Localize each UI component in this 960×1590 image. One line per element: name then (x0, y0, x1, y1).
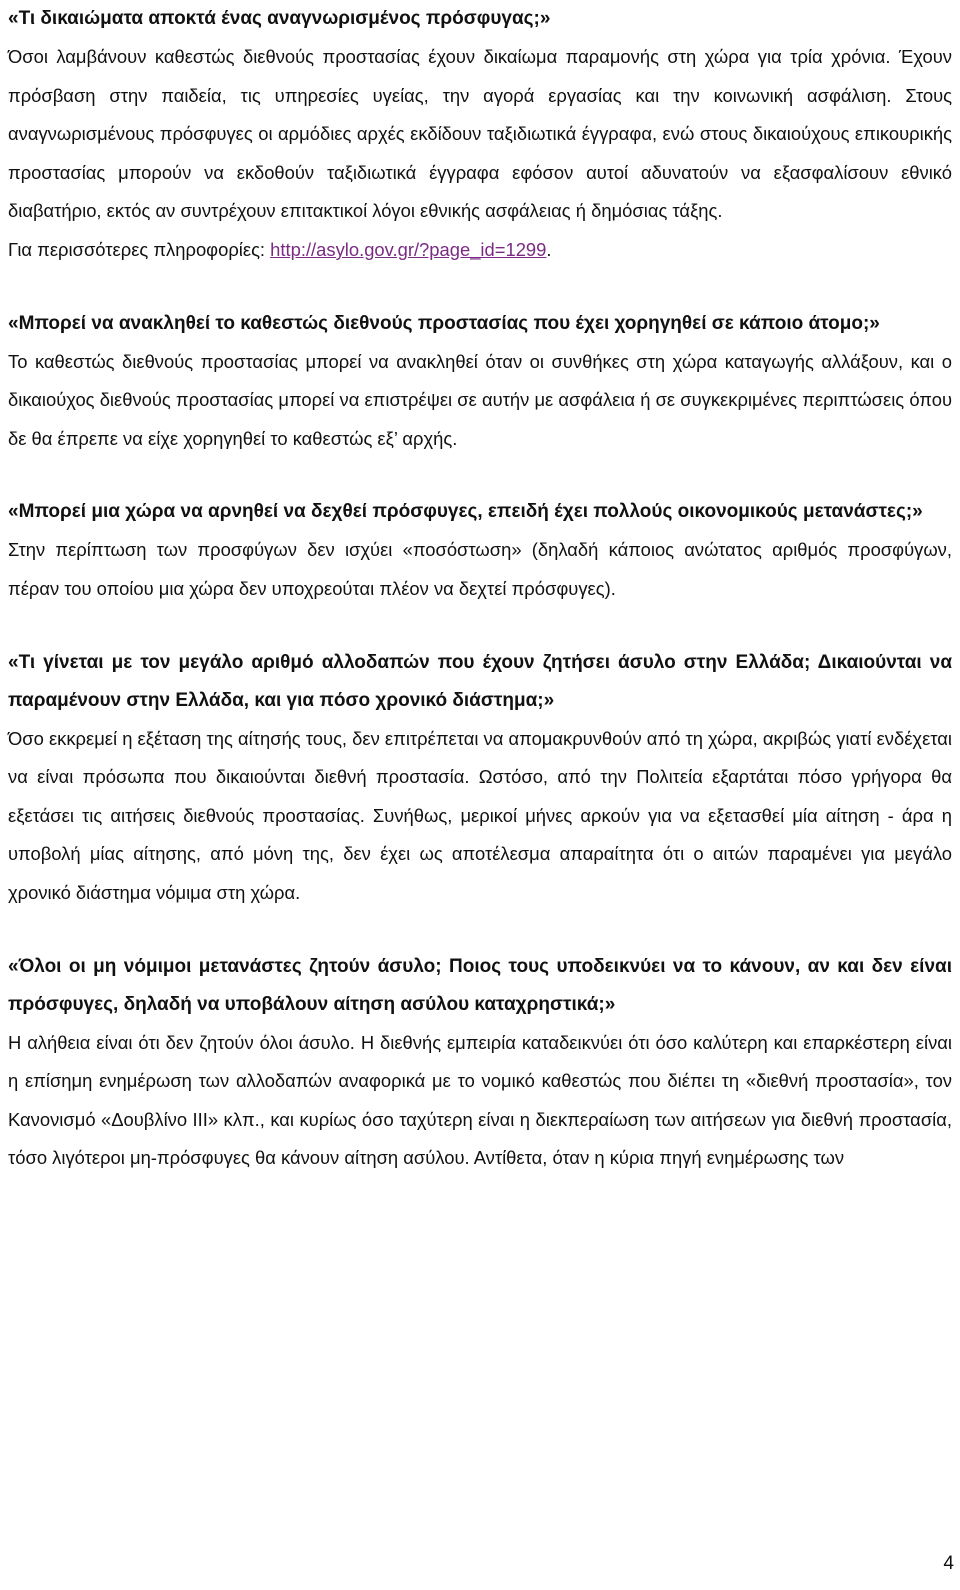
asylo-link[interactable]: http://asylo.gov.gr/?page_id=1299 (270, 238, 547, 260)
faq-section-revocation (8, 305, 952, 459)
more-info-end: . (546, 238, 552, 260)
faq-question: «Τι γίνεται με τον μεγάλο αριθμό αλλοδαπών που έχουν ζητήσει άσυλο στην Ελλάδα; Δικαιούνται να παραμένουν στην Ελλάδα, και για πόσο χρονικό διάστημα;» (8, 651, 952, 711)
faq-question: «Τι δικαιώματα αποκτά ένας αναγνωρισμένος πρόσφυγας;» (8, 8, 551, 29)
faq-section-rights (8, 0, 952, 270)
faq-answer: Στην περίπτωση των προσφύγων δεν ισχύει «ποσόστωση» (δηλαδή κάποιος ανώτατος αριθμός προσφύγων, πέραν του οποίου μια χώρα δεν υποχρεούται πλέον να δεχτεί πρόσφυγες). (8, 539, 952, 599)
faq-answer-text: Όσοι λαμβάνουν καθεστώς διεθνούς προστασίας έχουν δικαίωμα παραμονής στη χώρα για τρία χρόνια. Έχουν πρόσβαση στην παιδεία, τις υπηρεσίες υγείας, την αγορά εργασίας και την κοινωνική ασφάλιση. Στους αναγνωρισμένους πρόσφυγες οι αρμόδιες αρχές εκδίδουν ταξιδιωτικά έγγραφα, ενώ στους δικαιούχους επικουρικής προστασίας μπορούν να εκδοθούν ταξιδιωτικά έγγραφα εφόσον αυτοί αδυνατούν να εξασφαλίσουν εθνικό διαβατήριο, εκτός αν συντρέχουν επιτακτικοί λόγοι εθνικής ασφάλειας ή δημόσιας τάξης. (8, 46, 952, 222)
faq-answer: Το καθεστώς διεθνούς προστασίας μπορεί να ανακληθεί όταν οι συνθήκες στη χώρα καταγωγής αλλάξουν, και ο δικαιούχος διεθνούς προστασίας μπορεί να επιστρέψει σε αυτήν με ασφάλεια ή σε συγκεκριμένες περιπτώσεις όπου δε θα έπρεπε να είχε χορηγηθεί το καθεστώς εξ’ αρχής. (8, 350, 952, 449)
page-number: 4 (943, 1553, 954, 1574)
faq-answer: Όσο εκκρεμεί η εξέταση της αίτησής τους, δεν επιτρέπεται να απομακρυνθούν από τη χώρα, ακριβώς γιατί ενδέχεται να είναι πρόσωπα που δικαιούνται διεθνή προστασία. Ωστόσο, από την Πολιτεία εξαρτάται πόσο γρήγορα θα εξετάσει τις αιτήσεις διεθνούς προστασίας. Συνήθως, μερικοί μήνες αρκούν για να εξετασθεί μία αίτηση - άρα η υποβολή μίας αίτησης, από μόνη της, δεν έχει ως αποτέλεσμα απαραίτητα ότι ο αιτών παραμένει για μεγάλο χρονικό διάστημα νόμιμα στη χώρα. (8, 727, 952, 903)
faq-question: «Μπορεί μια χώρα να αρνηθεί να δεχθεί πρόσφυγες, επειδή έχει πολλούς οικονομικούς μετανάστες;» (8, 501, 923, 523)
more-info-label: Για περισσότερες πληροφορίες: (8, 238, 271, 260)
document-page (8, 0, 952, 1213)
faq-answer (8, 38, 952, 270)
faq-section-abusive-claims (8, 948, 952, 1178)
faq-question: «Όλοι οι μη νόμιμοι μετανάστες ζητούν άσυλο; Ποιος τους υποδεικνύει να το κάνουν, αν και δεν είναι πρόσφυγες, δηλαδή να υποβάλουν αίτηση ασύλου καταχρηστικά;» (8, 955, 952, 1015)
faq-section-asylum-seekers (8, 644, 952, 913)
faq-question: «Μπορεί να ανακληθεί το καθεστώς διεθνούς προστασίας που έχει χορηγηθεί σε κάποιο άτομο;» (8, 312, 880, 334)
faq-answer: Η αλήθεια είναι ότι δεν ζητούν όλοι άσυλο. Η διεθνής εμπειρία καταδεικνύει ότι όσο καλύτερη και επαρκέστερη είναι η επίσημη ενημέρωση των αλλοδαπών αναφορικά με το νομικό καθεστώς που διέπει τη «διεθνή προστασία», τον Κανονισμό «Δουβλίνο ΙΙΙ» κλπ., και κυρίως όσο ταχύτερη είναι η διεκπεραίωση των αιτήσεων για διεθνή προστασία, τόσο λιγότεροι μη-πρόσφυγες θα κάνουν αίτηση ασύλου. Αντίθετα, όταν η κύρια πηγή ενημέρωσης των (8, 1031, 952, 1169)
faq-section-economic-migrants (8, 493, 952, 608)
